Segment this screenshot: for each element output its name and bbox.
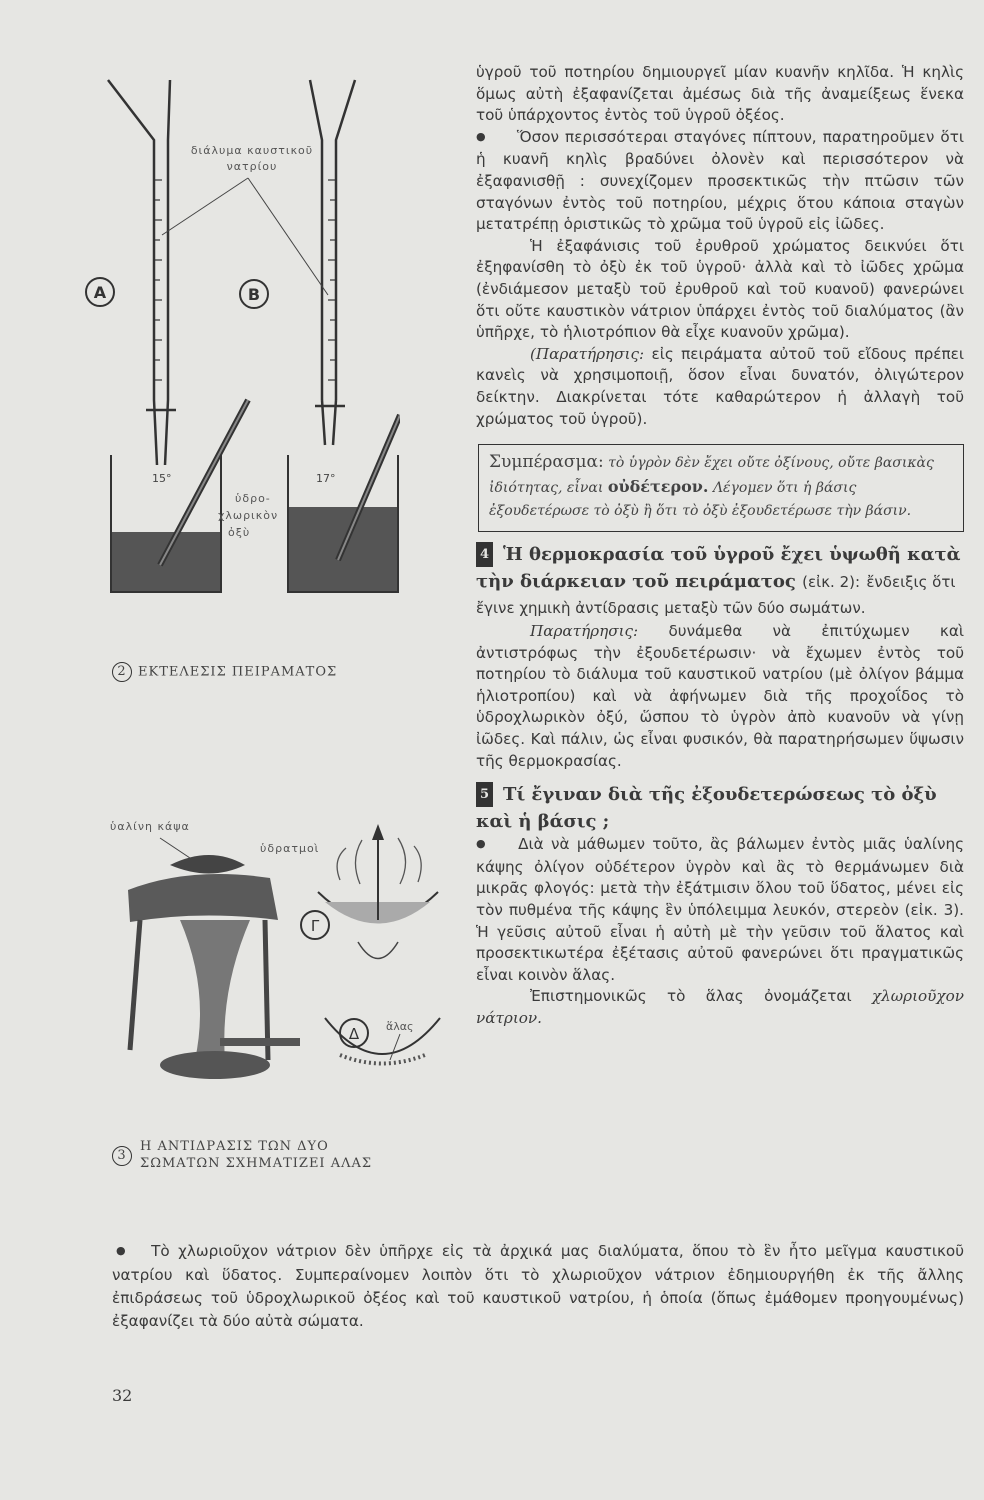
- figure-2-caption-text: ΕΚΤΕΛΕΣΙΣ ΠΕΙΡΑΜΑΤΟΣ: [138, 664, 338, 680]
- inset-g: [301, 824, 438, 959]
- remark-label-2: Παρατήρησις:: [530, 622, 639, 641]
- paragraph-7-text: Ἐπιστημονικῶς τὸ ἅλας ὀνομάζεται: [530, 987, 852, 1006]
- paragraph-6: [476, 834, 964, 986]
- conclusion-box: [478, 444, 964, 532]
- section-4-ref: (εἰκ. 2):: [802, 573, 861, 592]
- conclusion-text-a: τὸ ὑγρὸν δὲν ἔχει οὔτε ὀξίνους, οὔτε βασικὰς ἰδιότητας, εἶναι: [489, 455, 934, 497]
- label-g: Γ: [310, 917, 320, 935]
- section-4-title: Ἡ θερμοκρασία τοῦ ὑγροῦ ἔχει ὑψωθῆ κατὰ τὴν διάρκειαν τοῦ πειράματος: [476, 544, 961, 593]
- label-vapor: ὑδρατμοὶ: [260, 842, 320, 855]
- salt-term: χλωριοῦχον νάτριον.: [476, 987, 964, 1027]
- paragraph-7: [476, 986, 964, 1029]
- figure-3-caption: [112, 1138, 372, 1172]
- label-d: Δ: [348, 1025, 360, 1043]
- figure-3-number: 3: [112, 1146, 132, 1166]
- figure-3-caption-line1: Η ΑΝΤΙΔΡΑΣΙΣ ΤΩΝ ΔΥΟ: [140, 1139, 329, 1154]
- paragraph-4-text: εἰς πειράματα αὐτοῦ τοῦ εἴδους πρέπει κανεὶς νὰ χρησιμοποιῇ, ὅσον εἶναι δυνατόν, ὀλιγώτερον δείκτην. Διακρίνεται τότε καθαρώτερον ἡ ἀλλαγὴ τοῦ χρώματος τοῦ ὑγροῦ).: [476, 344, 964, 428]
- paragraph-8-text: Τὸ χλωριοῦχον νάτριον δὲν ὑπῆρχε εἰς τὰ ἀρχικά μας διαλύματα, ὅπου τὸ ἓν ἦτο μεῖγμα καυστικοῦ νατρίου καὶ ὕδατος. Συμπεραίνομεν λοιπὸν ὅτι τὸ χλωριοῦχον νάτριον ἐδημιουργήθη ἐκ τῆς ἄλλης ἐπιδράσεως τοῦ ὑδροχλωρικοῦ ὀξέος καὶ τοῦ καυστικοῦ νατρίου, ἡ ὁποία (ὅπως ἐμάθομεν προηγουμένως) ἐξαφανίζει τὰ δύο αὐτὰ σώματα.: [112, 1242, 965, 1330]
- beaker-b: [288, 415, 400, 592]
- burette-a: [108, 80, 176, 465]
- label-acid-line1: ὑδρο-: [235, 492, 271, 505]
- label-solution-line2: νατρίου: [226, 160, 278, 173]
- page-number: 32: [112, 1386, 133, 1405]
- temp-b: 17°: [316, 472, 336, 485]
- paragraph-2-text: Ὅσον περισσότεραι σταγόνες πίπτουν, παρατηροῦμεν ὅτι ἡ κυανῆ κηλὶς βραδύνει ὀλονὲν καὶ περισσότερον νὰ ἐξαφανισθῇ : συνεχίζομεν προσεκτικῶς τὴν πτῶσιν τῶν σταγόνων ἐντὸς τοῦ ποτηρίου, μέχρις ὅτου κάποια σταγὼν μετατρέπῃ ὁριστικῶς τὸ χρῶμα τοῦ ὑγροῦ εἰς ἰῶδες.: [476, 127, 964, 234]
- section-5-title: Τί ἔγιναν διὰ τῆς ἐξουδετερώσεως τὸ ὀξὺ καὶ ἡ βάσις ;: [476, 784, 937, 833]
- paragraph-4: [476, 344, 964, 430]
- paragraph-6-text: Διὰ νὰ μάθωμεν τοῦτο, ἂς βάλωμεν ἐντὸς μιᾶς ὑαλίνης κάψης ὀλίγον οὐδέτερον ὑγρὸν καὶ ἂς τὸ θερμάνωμεν διὰ μικρᾶς φλογός: μετὰ τὴν ἐξάτμισιν ὅλου τοῦ ὕδατος, μένει εἰς τὸν πυθμένα τῆς κάψης ἓν ὑπόλειμμα λευκόν, στερεὸν (εἰκ. 3). Ἡ γεῦσις αὐτοῦ εἶναι ἡ αὐτὴ μὲ τὴν γεῦσιν τοῦ ἅλατος καὶ προσεκτικωτέρα ἐξέτασις αὐτοῦ φανερώνει ὅτι πραγματικῶς εἶναι κοινὸν ἅλας.: [476, 835, 964, 984]
- label-salt: ἅλας: [386, 1020, 414, 1033]
- section-4-heading: [476, 542, 964, 621]
- paragraph-5: [476, 621, 964, 772]
- right-column: [476, 62, 964, 1030]
- circle-label-a: [86, 278, 114, 306]
- inset-d: [325, 1018, 440, 1064]
- paragraph-2: [476, 127, 964, 236]
- section-5-number: 5: [476, 782, 493, 807]
- label-a: A: [93, 283, 107, 302]
- pointer-lines: [162, 178, 328, 295]
- conclusion-lead: Συμπέρασμα:: [489, 452, 604, 473]
- conclusion-text-b: Λέγομεν ὅτι ἡ βάσις ἐξουδετέρωσε τὸ ὀξὺ ἢ ὅτι τὸ ὀξὺ ἐξουδετέρωσε τὴν βάσιν.: [489, 480, 912, 520]
- figure-2-caption: [112, 662, 337, 682]
- remark-label: (Παρατήρησις:: [530, 344, 645, 363]
- section-4-body: ἔνδειξις ὅτι ἔγινε χημικὴ ἀντίδρασις μεταξὺ τῶν δύο σωμάτων.: [476, 573, 956, 618]
- circle-label-b: [240, 280, 268, 308]
- paragraph-1: ὑγροῦ τοῦ ποτηρίου δημιουργεῖ μίαν κυανῆν κηλῖδα. Ἡ κηλὶς ὅμως αὐτὴ ἐξαφανίζεται ἀμέσως διὰ τῆς ἀναμείξεως ἕνεκα τοῦ ὑπάρχοντος ἐντὸς τοῦ ὑγροῦ ὀξέος.: [476, 63, 964, 125]
- temp-a: 15°: [152, 472, 172, 485]
- label-solution-line1: διάλυμα καυστικοῦ: [190, 144, 314, 157]
- figure-2-number: 2: [112, 662, 132, 682]
- figure-3-evaporation: [100, 810, 460, 1150]
- label-dish: ὑαλίνη κάψα: [110, 820, 190, 833]
- paragraph-3: Ἡ ἐξαφάνισις τοῦ ἐρυθροῦ χρώματος δεικνύει ὅτι ἐξηφανίσθη τὸ ὀξὺ ἐκ τοῦ ὑγροῦ· ἀλλὰ καὶ τὸ ἰῶδες χρῶμα (ἐνδιάμεσον μεταξὺ τοῦ ἐρυθροῦ καὶ τοῦ κυανοῦ) φανερώνει ὅτι οὔτε καυστικὸν νάτριον ὑπάρχει ἐντὸς τοῦ διαλύματος (ἂν ὑπῆρχε, τὸ ἡλιοτρόπιον θὰ εἶχε κυανοῦν χρῶμα).: [476, 236, 964, 342]
- label-b: B: [247, 285, 261, 304]
- label-acid-line2: χλωρικὸν: [218, 509, 279, 522]
- section-5-heading: [476, 782, 964, 834]
- paragraph-5-text: δυνάμεθα νὰ ἐπιτύχωμεν καὶ ἀντιστρόφως τὴν ἐξουδετέρωσιν· νὰ ἔχωμεν ἐντὸς τοῦ ποτηρίου τὸ διάλυμα τοῦ καυστικοῦ νατρίου (μὲ ὀλίγον βάμμα ἡλιοτροπίου) καὶ νὰ ἀφήνωμεν διὰ τῆς προχοΐδος τὸ ὑδροχλωρικὸν ὀξύ, ὥσπου τὸ ὑγρὸν ἀπὸ κυανοῦν νὰ γίνῃ ἰῶδες. Καὶ πάλιν, ὡς εἶναι φυσικόν, θὰ παρατηρήσωμεν ὕψωσιν τῆς θερμοκρασίας.: [476, 622, 965, 770]
- figure-3-caption-line2: ΣΩΜΑΤΩΝ ΣΧΗΜΑΤΙΖΕΙ ΑΛΑΣ: [140, 1156, 373, 1171]
- bottom-paragraph: [112, 1240, 964, 1333]
- conclusion-keyword: οὐδέτερον.: [607, 477, 709, 497]
- tripod-stand: [128, 855, 300, 1079]
- burette-b: [310, 80, 355, 445]
- paragraph-8: [112, 1240, 964, 1333]
- label-acid-line3: ὀξὺ: [228, 526, 251, 539]
- figure-2-titration: [70, 70, 400, 630]
- section-4-number: 4: [476, 542, 493, 567]
